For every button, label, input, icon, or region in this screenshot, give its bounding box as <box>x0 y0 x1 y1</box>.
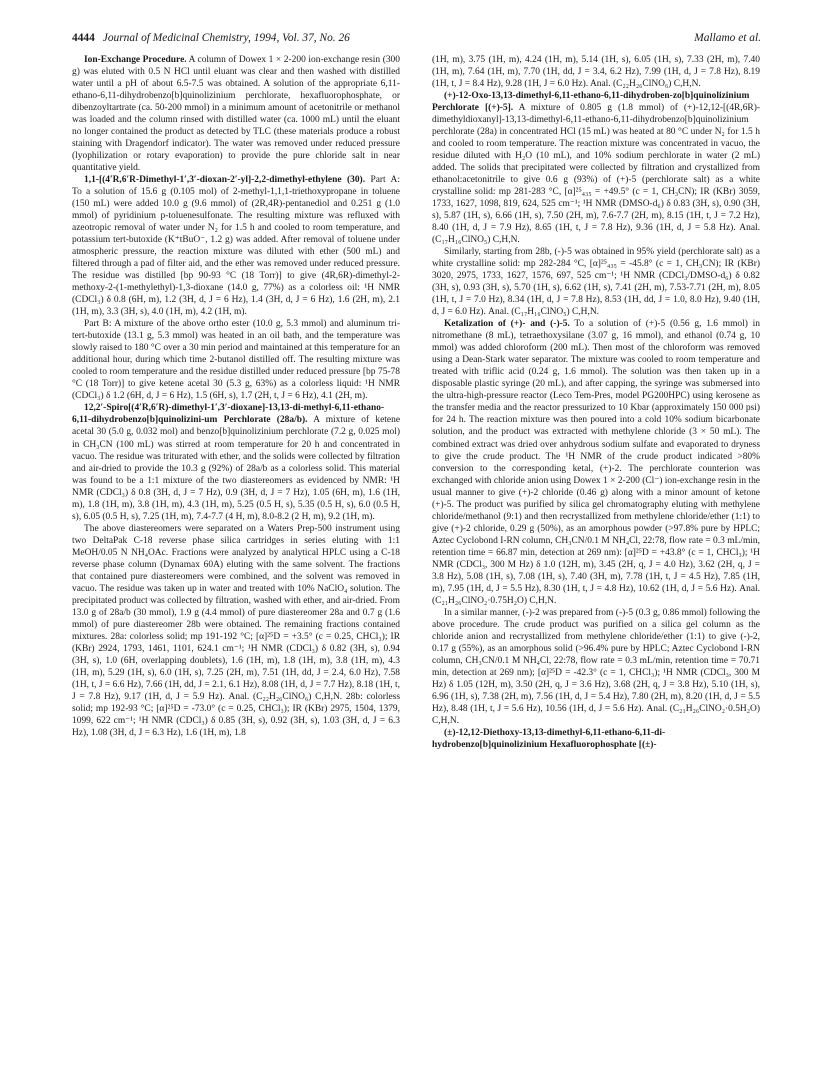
running-head-left <box>72 30 350 46</box>
text-compound-plus-5: A mixture of 0.805 g (1.8 mmol) of (+)-12,12-[(4R,6R)-dimethyldioxanyl]-13,13-dimethyl-6,11-ethano-6,11-dihydrobenzo[b]quinolizinium perchlorate (28a) in concentrated HCl (15 mL) was heated at 80 °C under N₂ for 1.5 h and cooled to room temperature. The reaction mixture was concentrated in vacuo, the residue diluted with H₂O (10 mL), and 10% sodium perchlorate in water (2 mL) added. The solids that precipitated were collected by filtration and crystallized from ethanol:acetonitrile to give 0.6 g (93%) of (+)-5 (perchlorate salt) as a white crystalline solid: mp 281-283 °C, [α]²⁵₄₃₅ = +49.5° (c = 1, CH₃CN); IR (KBr) 3059, 1733, 1627, 1098, 819, 624, 525 cm⁻¹; ¹H NMR (DMSO-d₆) δ 0.83 (3H, s), 0.90 (3H, s), 5.87 (1H, s), 6.66 (1H, s), 7.50 (2H, m), 7.6-7.7 (2H, m), 8.15 (1H, t, J = 7.2 Hz), 8.40 (1H, d, J = 7.9 Hz), 8.65 (1H, t, J = 7.8 Hz), 9.36 (1H, d, J = 5.8 Hz). Anal. (C₁₇H₁₆ClNO₅) C,H,N. <box>432 103 761 246</box>
paragraph-ketalization <box>432 318 760 606</box>
paragraph-diastereomer-separation <box>72 523 400 739</box>
paragraph-compound-plus-5 <box>432 90 760 246</box>
journal-citation: Journal of Medicinal Chemistry, 1994, Vol. 37, No. 26 <box>102 32 350 44</box>
text-28b-continued: (1H, m), 3.75 (1H, m), 4.24 (1H, m), 5.14 (1H, s), 6.05 (1H, s), 7.33 (2H, m), 7.40 (1H, m), 7.64 (1H, m), 7.70 (1H, dd, J = 3.4, 6.2 Hz), 7.99 (1H, d, J = 7.8 Hz), 8.19 (1H, t, J = 8.4 Hz), 9.28 (1H, J = 6.0 Hz). Anal. (C₂₂H₂₆ClNO₆) C,H,N. <box>432 55 760 90</box>
heading-diethoxy-compound: (±)-12,12-Diethoxy-13,13-dimethyl-6,11-ethano-6,11-di-hydrobenzo[b]quinolizinium Hexafluorophosphate [(±)- <box>432 727 666 750</box>
paragraph-compound-minus-2 <box>432 607 760 727</box>
right-column <box>432 54 760 751</box>
text-compound-30-part-b: Part B: A mixture of the above ortho ester (10.0 g, 5.3 mmol) and aluminum tri-tert-butoxide (13.1 g, 5.3 mmol) was heated in an oil bath, and the temperature was slowly raised to 180 °C over a 30 min period and maintained at this temperature for an additional hour, during which time 2-butanol distilled off. The resulting mixture was cooled to room temperature and the residue distilled under reduced pressure [bp 75-78 °C (18 Torr)] to give ketene acetal 30 (5.3 g, 63%) as a colorless liquid: ¹H NMR (CDCl₃) δ 1.2 (6H, d, J = 6 Hz), 1.5 (6H, s), 1.7 (2H, t, J = 6 Hz), 4.1 (2H, m). <box>72 319 400 402</box>
paragraph-diethoxy-heading <box>432 727 760 751</box>
paragraph-part-b <box>72 318 400 402</box>
heading-compound-plus-5: (+)-12-Oxo-13,13-dimethyl-6,11-ethano-6,11-dihydroben-zo[b]quinolizinium Perchlorate [(+)-5]. <box>432 91 750 114</box>
running-head <box>72 30 761 46</box>
author-line: Mallamo et al. <box>694 32 761 44</box>
paragraph-compound-minus-5 <box>432 246 760 318</box>
text-ketalization: To a solution of (+)-5 (0.56 g, 1.6 mmol) in nitromethane (8 mL), tetraethoxysilane (3.07 g, 16 mmol), and ethanol (0.74 g, 10 mmol) was added chloroform (200 mL). Then most of the chloroform was removed using a Dean-Stark water separator. The mixture was cooled to room temperature and treated with triflic acid (0.24 g, 1.6 mmol). The solution was then taken up in a disposable plastic syringe (20 mL), and after capping, the syringe was submersed into the ultra-high-pressure reactor (Leco Tem-Pres, model PG200HPC) using kerosene as the transfer media and the reactor pressurized to 10 Kbar (approximately 150 000 psi) for 24 h. The reaction mixture was then poured into a cold 10% sodium bicarbonate solution, and the product was extracted with methylene chloride (3 × 50 mL). The combined extract was dried over anhydrous sodium sulfate and evaporated to dryness to give the crude product. The ¹H NMR of the crude product indicated >80% conversion to the corresponding ketal, (+)-2. The perchlorate counterion was exchanged with chloride anion using Dowex 1 × 2-200 (Cl⁻) ion-exchange resin in the usual manner to give (+)-2 chloride (0.46 g) along with a minor amount of ketone (+)-5. The product was purified by silica gel chromatography eluting with methylene chloride/methanol (9:1) and then recrystallized from methylene chloride/ether (1:1) to give (+)-2 chloride, 0.29 g (50%), as an amorphous powder (>97.8% pure by HPLC; Aztec Cyclobond I-RN column, CH₃CN/0.1 M NH₄Cl, 22:78, flow rate = 0.3 mL/min, retention time = 66.87 min, detection at 269 nm): [α]²⁵D = +43.8° (c = 1, CHCl₃); ¹H NMR (CDCl₃, 300 M Hz) δ 1.0 (12H, m), 3.45 (2H, q, J = 4.0 Hz), 3.62 (2H, q, J = 3.8 Hz), 5.08 (1H, s), 7.08 (1H, s), 7.40 (3H, m), 7.78 (1H, t, J = 4.5 Hz), 7.85 (1H, m), 7.95 (1H, d, J = 5.5 Hz), 8.30 (1H, t, J = 4.8 Hz), 10.62 (1H, d, J = 5.6 Hz). Anal. (C₂₁H₂₆ClNO₂·0.75H₂O) C,H,N. <box>432 319 760 606</box>
page-number: 4444 <box>72 32 95 44</box>
text-compound-30-part-a: Part A: To a solution of 15.6 g (0.105 mol) of 2-methyl-1,1,1-triethoxypropane in toluene (150 mL) were added 10.0 g (9.6 mmol) of (2R,4R)-pentanediol and 0.251 g (1.0 mmol) of pyridinium p-toluenesulfonate. The resulting mixture was refluxed with azeotropic removal of water under N₂ for 1.5 h and cooled to room temperature, and potassium tert-butoxide (K⁺tBuO⁻, 1.2 g) was added. After removal of toluene under atmospheric pressure, the reaction mixture was diluted with ether (500 mL) and filtered through a pad of filter aid, and the ether was removed under reduced pressure. The residue was distilled [bp 90-93 °C (18 Torr)] to give (4R,6R)-dimethyl-2-methoxy-2-(1-methylethyl)-1,3-dioxane (14.0 g, 77%) as a colorless oil: ¹H NMR (CDCl₃) δ 0.8 (6H, m), 1.2 (3H, d, J = 6 Hz), 1.4 (3H, d, J = 6 Hz), 1.6 (2H, m), 2.1 (1H, m), 3.3 (3H, s), 4.0 (1H, m), 4.2 (1H, m). <box>72 175 400 318</box>
paragraph-28b-continued <box>432 54 760 90</box>
heading-ketalization: Ketalization of (+)- and (-)-5. <box>444 319 570 330</box>
left-column <box>72 54 400 739</box>
heading-compound-30: 1,1-[(4′R,6′R-Dimethyl-1′,3′-dioxan-2′-yl]-2,2-dimethyl-ethylene (30). <box>84 175 366 186</box>
text-compound-minus-2: In a similar manner, (-)-2 was prepared from (-)-5 (0.3 g, 0.86 mmol) following the above procedure. The crude product was purified on a silica gel column as the chloride anion and recrystallized from methylene chloride/ether (1:1) to give (-)-2, 0.17 g (55%), as an amorphous solid (>96.4% pure by HPLC; Aztec Cyclobond I-RN column, CH₃CN/0.1 M NH₄Cl, 22:78, flow rate = 0.3 mL/min, retention time = 70.71 min, detection at 269 nm); [α]²⁵D = -42.3° (c = 1, CHCl₃); ¹H NMR (CDCl₃, 300 M Hz) δ 1.05 (12H, m), 3.50 (2H, q, J = 3.6 Hz), 3.68 (2H, q, J = 3.8 Hz), 5.10 (1H, s), 6.96 (1H, s), 7.38 (2H, m), 7.56 (1H, d, J = 5.4 Hz), 7.80 (2H, m), 8.20 (1H, d, J = 5.5 Hz), 8.48 (1H, t, J = 5.6 Hz), 10.56 (1H, d, J = 5.6 Hz). Anal. (C₂₁H₂₆ClNO₂·0.5H₂O) C,H,N. <box>432 607 760 726</box>
text-diastereomer-separation: The above diastereomers were separated on a Waters Prep-500 instrument using two DeltaPak C-18 reverse phase silica cartridges in series eluting with 1:1 MeOH/0.05 N NH₄OAc. Fractions were analyzed by analytical HPLC using a C-18 reverse phase column (Dynamax 60A) eluting with the same solvent. The fractions that contained pure diastereomers were combined, and the solvent was removed in vacuo. The residue was taken up in water and treated with 10% NaClO₄ solution. The precipitated product was collected by filtration, washed with ether, and air-dried. From 13.0 g of 28a/b (30 mmol), 1.9 g (4.4 mmol) of pure diastereomer 28a and 0.7 g (1.6 mmol) of pure diastereomer 28b were obtained. The remaining fractions contained mixtures. 28a: colorless solid; mp 191-192 °C; [α]²⁵D = +3.5° (c = 0.25, CHCl₃); IR (KBr) 2924, 1793, 1461, 1101, 624.1 cm⁻¹; ¹H NMR (CDCl₃) δ 0.82 (3H, s), 0.94 (3H, s), 1.0 (6H, overlapping doublets), 1.6 (1H, m), 1.8 (1H, m), 3.8 (1H, m), 4.3 (1H, m), 5.29 (1H, s), 6.0 (1H, s), 7.25 (2H, m), 7.51 (1H, dd, J = 2.4, 6.0 Hz), 7.58 (1H, t, J = 6.6 Hz), 7.66 (1H, dd, J = 2.1, 6.1 Hz), 8.08 (1H, d, J = 7.7 Hz), 8.18 (1H, t, J = 7.8 Hz), 9.17 (1H, d, J = 5.9 Hz). Anal. (C₂₂H₂₆ClNO₆) C,H,N. 28b: colorless solid; mp 192-93 °C; [α]²⁵D = -73.0° (c = 0.25, CHCl₃); IR (KBr) 2975, 1504, 1379, 1099, 622 cm⁻¹; ¹H NMR (CDCl₃) δ 0.85 (3H, s), 0.92 (3H, s), 1.03 (3H, d, J = 6.3 Hz), 1.08 (3H, d, J = 6.3 Hz), 1.6 (1H, m), 1.8 <box>72 523 400 738</box>
paragraph-ion-exchange <box>72 54 400 174</box>
paragraph-compound-30 <box>72 174 400 318</box>
text-compound-28ab: A mixture of ketene acetal 30 (5.0 g, 0.032 mol) and benzo[b]quinolizinium perchlorate (7.2 g, 0.025 mol) in CH₃CN (100 mL) was stirred at room temperature for 20 h and concentrated in vacuo. The residue was triturated with ether, and the solids were collected by filtration and air-dried to provide the 10.3 g (92%) of 28a/b as a colorless solid. This material was found to be a 1:1 mixture of the two diastereomers as evidenced by NMR: ¹H NMR (CDCl₃) δ 0.8 (3H, d, J = 7 Hz), 0.9 (3H, d, J = 7 Hz), 1.05 (6H, m), 1.6 (1H, m), 1.8 (1H, m), 3.8 (1H, m), 4.3 (1H, m), 5.25 (0.5 H, s), 5.35 (0.5 H, s), 6.0 (0.5 H, s), 6.05 (0.5 H, s), 7.25 (1H, m), 7.4-7.7 (4 H, m), 8.0-8.2 (2 H, m), 9.2 (1H, m). <box>72 415 401 522</box>
heading-ion-exchange: Ion-Exchange Procedure. <box>84 55 187 65</box>
paragraph-compound-28ab <box>72 402 400 522</box>
heading-compound-28ab: 12,2′-Spiro[(4′R,6′R)-dimethyl-1′,3′-dioxane]-13,13-di-methyl-6,11-ethano-6,11-dihydrobenzo[b]quinolizini-um Perchlorate (28a/b). <box>72 403 385 426</box>
text-compound-minus-5: Similarly, starting from 28b, (-)-5 was obtained in 95% yield (perchlorate salt) as a white crystalline solid: mp 282-284 °C, [α]²⁵₄₃₅ = -45.8° (c = 1, CH₃CN); IR (KBr) 3020, 2975, 1733, 1627, 1576, 697, 525 cm⁻¹; ¹H NMR (CDCl₃/DMSO-d₆) δ 0.82 (3H, s), 0.93 (3H, s), 5.70 (1H, s), 6.62 (1H, s), 7.41 (2H, m), 7.53-7.71 (2H, m), 8.05 (1H, t, J = 7.0 Hz), 8.34 (1H, d, J = 7.8 Hz), 8.53 (1H, dd, J = 1.0, 8.0 Hz), 9.40 (1H, d, J = 6.0 Hz). Anal. (C₁₇H₁₆ClNO₅) C,H,N. <box>432 247 760 318</box>
text-ion-exchange: A column of Dowex 1 × 2-200 ion-exchange resin (300 g) was eluted with 0.5 N HCl until eluant was clear and then washed with distilled water until a pH of about 6.5-7.5 was obtained. A solution of the appropriate 6,11-ethano-6,11-dihydrobenzo[b]quinolizinium perchlorate, hexafluorophosphate, or dibenzoyltartrate (ca. 50-200 mmol) in a minimum amount of acetonitrile or methanol was loaded and the column rinsed with distilled water (ca. 1000 mL) until the eluant no longer contained the product as detected by TLC (these materials produce a robust staining with Dragendorf indicator). The water was removed under reduced pressure (lyophilization or rotary evaporation) to provide the pure chloride salt in near quantitative yield. <box>72 55 400 174</box>
